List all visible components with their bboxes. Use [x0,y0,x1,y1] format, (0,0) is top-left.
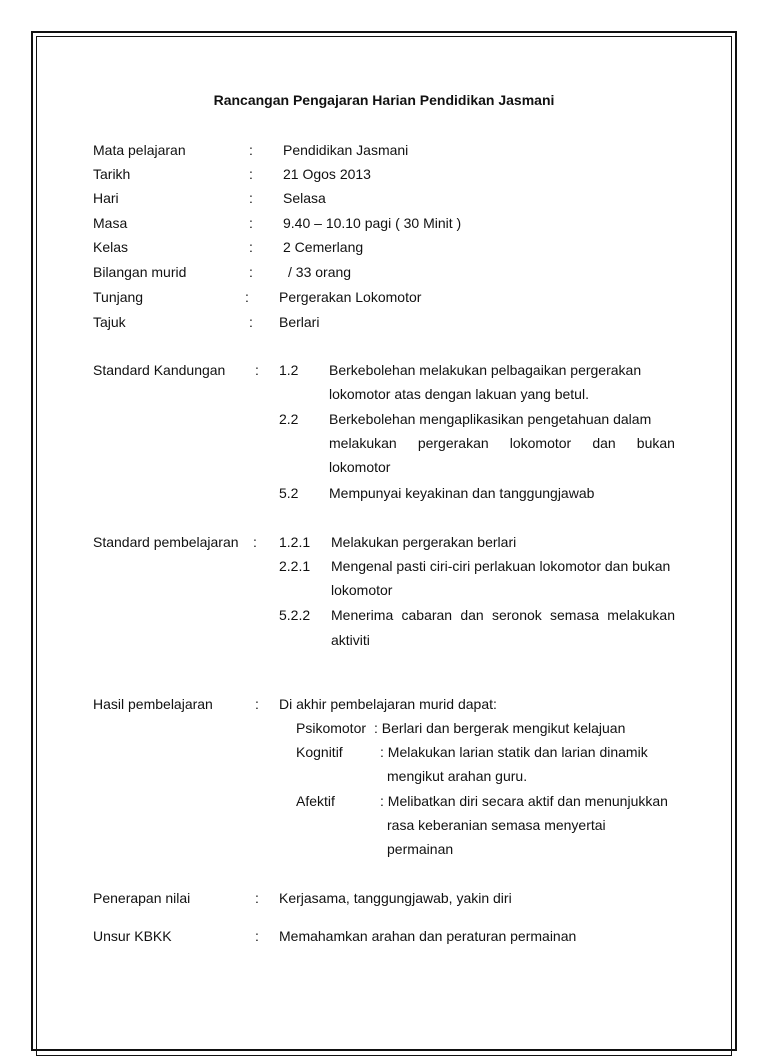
info-label: Tarikh [93,166,131,182]
section-label: Penerapan nilai [93,890,191,906]
item-line: Berkebolehan melakukan pelbagaikan pergerakan [329,362,642,378]
info-colon: : [249,314,253,330]
item-line: Mengenal pasti ciri-ciri perlakuan lokomotor dan bukan [331,558,671,574]
domain-name: Psikomotor [296,720,367,736]
info-colon: : [249,142,253,158]
info-colon: : [249,239,253,255]
item-line: aktiviti [331,632,370,648]
domain-line: : Melibatkan diri secara aktif dan menunjukkan [380,793,668,809]
info-value: Berlari [279,314,320,330]
section-value: Kerjasama, tanggungjawab, yakin diri [279,890,512,906]
word: cabaran [401,607,453,623]
domain-line: : Melakukan larian statik dan larian dinamik [380,744,648,760]
section-colon: : [255,362,259,378]
section-label: Standard pembelajaran [93,534,239,550]
info-value: 21 Ogos 2013 [283,166,371,182]
word: lokomotor [509,435,572,451]
domain-line: rasa keberanian semasa menyertai [387,817,606,833]
word: seronok [491,607,542,623]
item-code: 5.2.2 [279,607,311,623]
item-line: lokomotor [329,459,391,475]
word: bukan [636,435,675,451]
domain-name: Kognitif [296,744,343,760]
info-value: / 33 orang [288,264,352,280]
info-colon: : [249,264,253,280]
item-line-justified [331,606,675,624]
word: semasa [550,607,600,623]
word: dan [460,607,484,623]
info-value: Pendidikan Jasmani [283,142,409,158]
word: melakukan [607,607,675,623]
info-label: Masa [93,215,128,231]
domain-line: permainan [387,841,454,857]
word: pergerakan [417,435,489,451]
info-colon: : [249,190,253,206]
item-line: lokomotor [331,582,393,598]
section-label: Standard Kandungan [93,362,226,378]
page-title: Rancangan Pengajaran Harian Pendidikan Jasmani [213,92,555,108]
section-intro: Di akhir pembelajaran murid dapat: [279,696,497,712]
word: melakukan [329,435,397,451]
item-code: 1.2 [279,362,299,378]
item-line: Mempunyai keyakinan dan tanggungjawab [329,485,595,501]
word: dan [592,435,616,451]
section-colon: : [255,890,259,906]
info-label: Tajuk [93,314,126,330]
info-label: Mata pelajaran [93,142,186,158]
section-label: Hasil pembelajaran [93,696,213,712]
info-colon: : [249,215,253,231]
item-line: lokomotor atas dengan lakuan yang betul. [329,386,589,402]
domain-line: mengikut arahan guru. [387,768,528,784]
domain-name: Afektif [296,793,335,809]
section-colon: : [255,928,259,944]
domain-line: : Berlari dan bergerak mengikut kelajuan [374,720,626,736]
section-colon: : [255,696,259,712]
item-code: 5.2 [279,485,299,501]
section-colon: : [253,534,257,550]
info-value: 2 Cemerlang [283,239,364,255]
info-label: Hari [93,190,119,206]
item-code: 2.2.1 [279,558,311,574]
item-line-justified [329,434,675,452]
info-label: Tunjang [93,289,144,305]
info-colon: : [249,166,253,182]
info-colon: : [245,289,249,305]
item-line: Melakukan pergerakan berlari [331,534,517,550]
info-label: Kelas [93,239,129,255]
info-value: Pergerakan Lokomotor [279,289,422,305]
word: Menerima [331,607,394,623]
info-label: Bilangan murid [93,264,187,280]
info-value: Selasa [283,190,326,206]
item-line: Berkebolehan mengaplikasikan pengetahuan dalam [329,411,652,427]
info-value: 9.40 – 10.10 pagi ( 30 Minit ) [283,215,462,231]
item-code: 2.2 [279,411,299,427]
section-label: Unsur KBKK [93,928,172,944]
section-value: Memahamkan arahan dan peraturan permainan [279,928,577,944]
item-code: 1.2.1 [279,534,311,550]
